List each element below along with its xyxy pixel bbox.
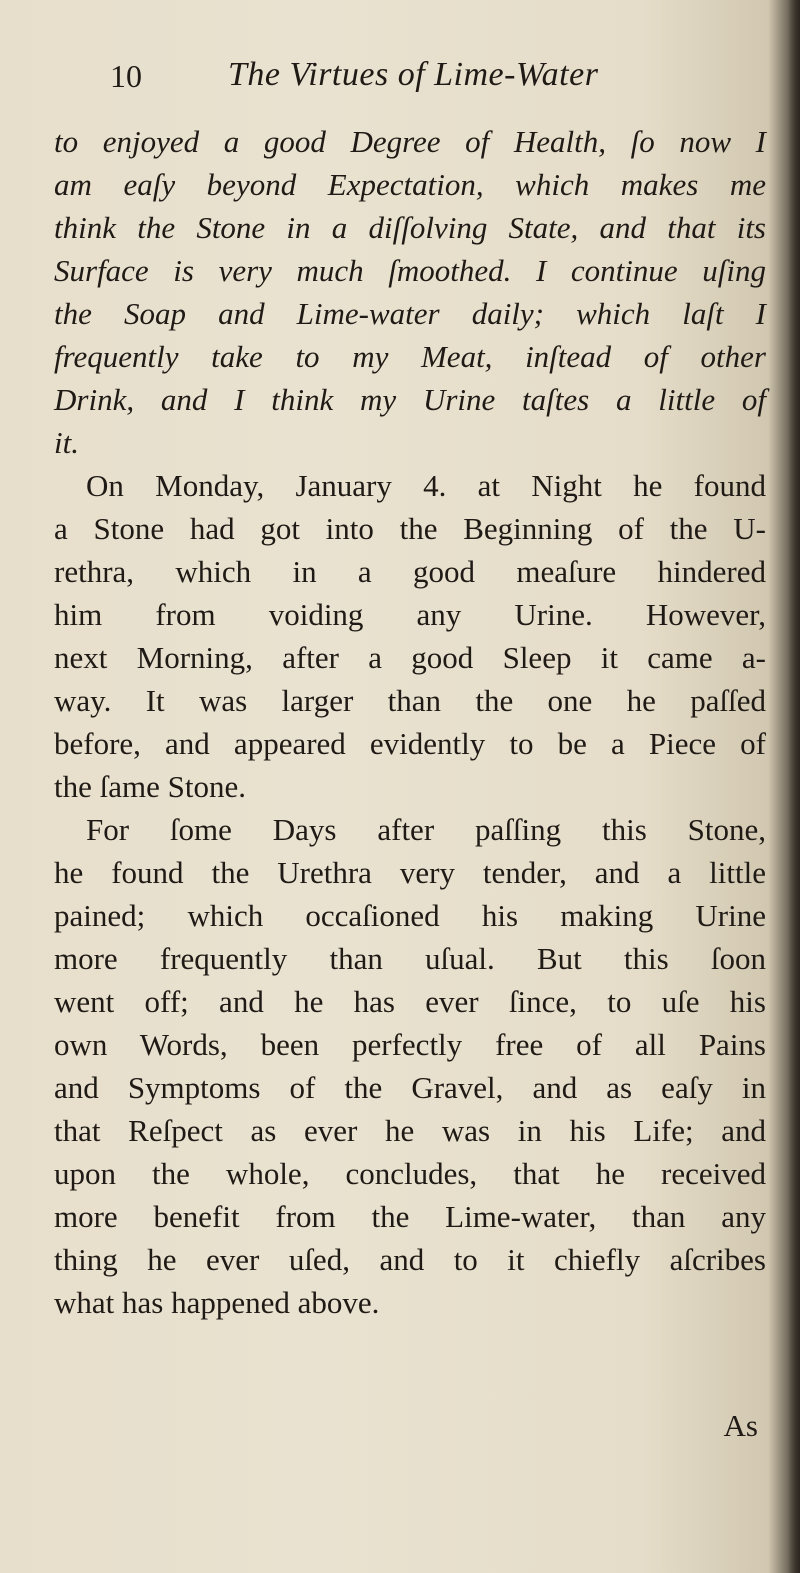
catchword: As (723, 1408, 758, 1443)
text-line: am eaſy beyond Expectation, which makes me (54, 167, 766, 202)
text-line: the Soap and Lime-water daily; which laſt I (54, 296, 766, 331)
text-line: think the Stone in a diſſolving State, and that its (54, 210, 766, 245)
text-line: own Words, been perfectly free of all Pains (54, 1027, 766, 1062)
text-line: pained; which occaſioned his making Urine (54, 898, 766, 933)
paragraph-letter-quote (54, 120, 766, 464)
text-line: and Symptoms of the Gravel, and as eaſy in (54, 1070, 766, 1105)
text-line: to enjoyed a good Degree of Health, ſo now I (54, 124, 766, 159)
body-text (54, 120, 766, 1324)
text-line: thing he ever uſed, and to it chiefly aſcribes (54, 1242, 766, 1277)
text-line: rethra, which in a good meaſure hindered (54, 554, 766, 589)
text-line: next Morning, after a good Sleep it came a- (54, 640, 766, 675)
text-line: more benefit from the Lime-water, than any (54, 1199, 766, 1234)
paragraph-monday-stone (54, 464, 766, 808)
text-line: Drink, and I think my Urine taſtes a little of (54, 382, 766, 417)
text-line: way. It was larger than the one he paſſed (54, 683, 766, 718)
running-title: The Virtues of Lime-Water (228, 56, 599, 93)
text-line: he found the Urethra very tender, and a little (54, 855, 766, 890)
text-line: upon the whole, concludes, that he received (54, 1156, 766, 1191)
text-line: For ſome Days after paſſing this Stone, (86, 812, 766, 847)
page-header (110, 56, 730, 106)
text-line: a Stone had got into the Beginning of the U- (54, 511, 766, 546)
text-line: frequently take to my Meat, inſtead of other (54, 339, 766, 374)
text-line: it. (54, 425, 79, 460)
text-line: him from voiding any Urine. However, (54, 597, 766, 632)
text-line: the ſame Stone. (54, 769, 246, 804)
text-line: On Monday, January 4. at Night he found (86, 468, 766, 503)
text-line: before, and appeared evidently to be a Piece of (54, 726, 766, 761)
text-line: what has happened above. (54, 1285, 380, 1320)
text-line: that Reſpect as ever he was in his Life; and (54, 1113, 766, 1148)
text-line: went off; and he has ever ſince, to uſe his (54, 984, 766, 1019)
text-line: more frequently than uſual. But this ſoon (54, 941, 766, 976)
text-line: Surface is very much ſmoothed. I continue uſing (54, 253, 766, 288)
paragraph-after-passing (54, 808, 766, 1324)
page-number: 10 (110, 58, 142, 94)
